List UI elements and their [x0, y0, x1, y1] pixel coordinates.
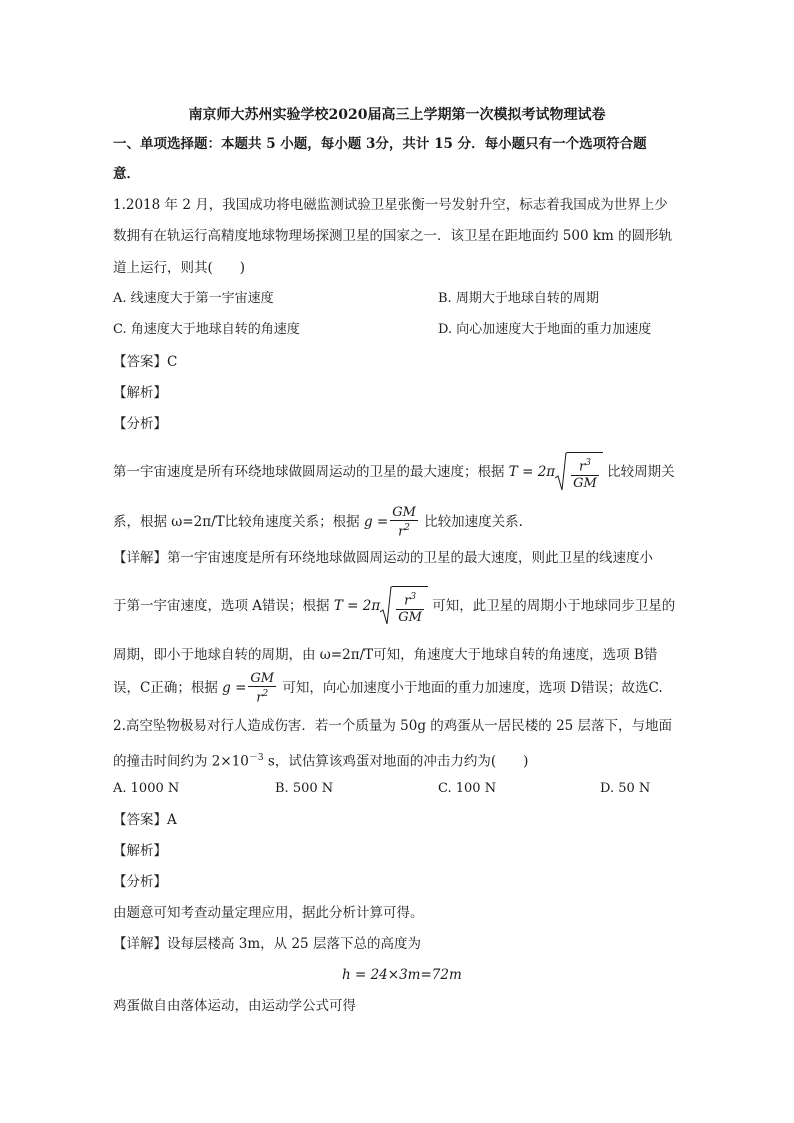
q1-analysis-text2: 系，根据 ω=2π/T比较角速度关系；根据 [113, 514, 360, 530]
formula-r: r [256, 690, 263, 706]
q2-option-b: B. 500 N [275, 781, 334, 796]
formula-r-exp: 3 [410, 592, 417, 603]
q2-stem-text: 的撞击时间约为 2×10 [113, 753, 249, 770]
formula-T-lhs: T = 2π [333, 598, 381, 614]
q2-analysis: 由题意可知考查动量定理应用，据此分析计算可得。 [113, 905, 424, 921]
q1-option-a: A. 线速度大于第一宇宙速度 [113, 291, 274, 306]
q1-analysis-line1 [113, 452, 675, 493]
q1-analysis-text2b: 比较加速度关系. [424, 514, 523, 530]
section-heading: 一、单项选择题：本题共 5 小题，每小题 3分，共计 15 分．每小题只有一个选项符合题 [113, 136, 647, 152]
formula-GM: GM [392, 505, 416, 521]
formula-r: r [404, 593, 411, 609]
q1-analysis-line2 [113, 502, 523, 542]
formula-T-lhs: T = 2π [508, 464, 556, 480]
formula-sqrt-period [555, 452, 603, 493]
formula-frac-g [390, 505, 418, 539]
formula-r-exp: 2 [404, 523, 411, 534]
q1-detail-text4: 误，C正确；根据 [113, 680, 218, 696]
q1-stem-line2: 数拥有在轨运行高精度地球物理场探测卫星的国家之一．该卫星在距地面约 500 km 的圆形轨 [113, 228, 673, 244]
q1-stem-line3: 道上运行，则其( ) [113, 260, 246, 276]
q1-detail-line4 [113, 668, 663, 708]
q2-stem-text-cont: s，试估算该鸡蛋对地面的冲击力约为( ) [263, 753, 529, 770]
q2-detail-line2: 鸡蛋做自由落体运动，由运动学公式可得 [113, 998, 356, 1014]
formula-r-exp: 3 [585, 458, 591, 469]
formula-GM: GM [250, 671, 275, 687]
q1-detail-line3: 周期，即小于地球自转的周期，由 ω=2π/T可知，角速度大于地球自转的角速度，选项 B错 [113, 647, 658, 663]
q2-option-a: A. 1000 N [113, 781, 180, 796]
formula-r: r [398, 524, 405, 540]
q1-fenxi-label: 【分析】 [113, 416, 167, 432]
q1-option-d: D. 向心加速度大于地面的重力加速度 [438, 322, 652, 337]
formula-r: r [579, 459, 586, 475]
q2-fenxi-label: 【分析】 [113, 874, 167, 890]
q1-detail-line2 [113, 586, 675, 627]
q2-equation: h = 24×3m=72m [342, 967, 462, 983]
q1-answer: 【答案】C [113, 354, 178, 370]
page-title: 南京师大苏州实验学校2020届高三上学期第一次模拟考试物理试卷 [188, 107, 606, 123]
q2-option-c: C. 100 N [438, 781, 497, 796]
q1-detail-text2b: 可知，此卫星的周期小于地球同步卫星的 [432, 598, 676, 614]
q1-detail-text4b: 可知，向心加速度小于地面的重力加速度，选项 D错误；故选C. [282, 680, 663, 696]
formula-frac-g [248, 671, 276, 705]
q2-answer: 【答案】A [113, 812, 177, 828]
formula-GM: GM [398, 609, 422, 625]
q1-jiexi-label: 【解析】 [113, 385, 167, 401]
q1-option-c: C. 角速度大于地球自转的角速度 [113, 322, 300, 337]
formula-g-lhs: g = [222, 680, 247, 696]
q2-stem-exponent: －3 [248, 753, 264, 763]
q1-analysis-text1: 第一宇宙速度是所有环绕地球做圆周运动的卫星的最大速度；根据 [113, 464, 505, 480]
formula-r-exp: 2 [262, 689, 269, 700]
q2-stem-line1: 2.高空坠物极易对行人造成伤害．若一个质量为 50g 的鸡蛋从一居民楼的 25 层落下，与地面 [113, 718, 673, 734]
formula-sqrt-period [380, 586, 428, 627]
q1-detail-text2: 于第一宇宙速度，选项 A错误；根据 [113, 598, 330, 614]
formula-g-lhs: g = [363, 514, 389, 530]
section-heading-cont: 意． [113, 166, 140, 182]
q1-analysis-text1b: 比较周期关 [607, 464, 675, 480]
formula-GM: GM [573, 475, 597, 491]
q2-option-d: D. 50 N [600, 781, 651, 796]
q1-option-b: B. 周期大于地球自转的周期 [438, 291, 599, 306]
q1-detail-line1: 【详解】第一宇宙速度是所有环绕地球做圆周运动的卫星的最大速度，则此卫星的线速度小 [113, 550, 653, 566]
q2-jiexi-label: 【解析】 [113, 843, 167, 859]
q1-stem-line1: 1.2018 年 2 月，我国成功将电磁监测试验卫星张衡一号发射升空，标志着我国成为世界上少 [113, 197, 668, 213]
q2-stem-line2 [113, 749, 528, 771]
q2-detail-line1: 【详解】设每层楼高 3m，从 25 层落下总的高度为 [113, 936, 421, 952]
